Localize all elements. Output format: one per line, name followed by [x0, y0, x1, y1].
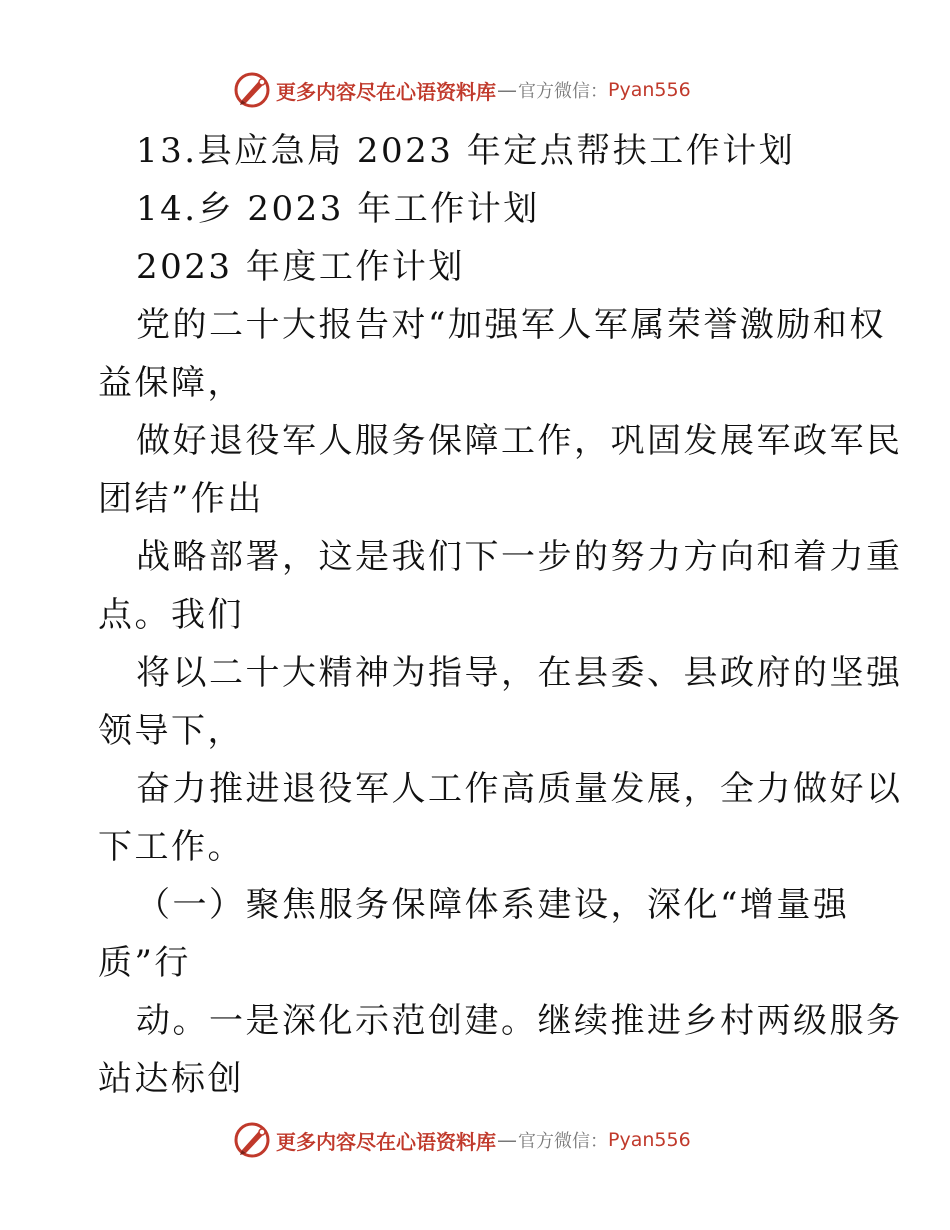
text-line: 13.县应急局 2023 年定点帮扶工作计划: [136, 131, 796, 171]
watermark-lead-text: 更多内容尽在心语资料库: [276, 79, 496, 104]
watermark-wechat-id: Pyan556: [608, 1129, 691, 1151]
text-line: 奋力推进退役军人工作高质量发展，全力做好以: [136, 769, 903, 809]
text-line: 党的二十大报告对“加强军人军属荣誉激励和权: [136, 305, 886, 345]
text-line: 下工作。: [98, 827, 244, 867]
text-line: 将以二十大精神为指导，在县委、县政府的坚强: [136, 653, 903, 693]
text-line: （一）聚焦服务保障体系建设，深化“增量强: [136, 885, 850, 925]
watermark-label: 官方微信：: [518, 1131, 608, 1152]
text-line: 点。我们: [98, 595, 244, 635]
text-line: 2023 年度工作计划: [136, 247, 465, 287]
text-line: 站达标创: [98, 1059, 244, 1099]
text-line: 战略部署，这是我们下一步的努力方向和着力重: [136, 537, 903, 577]
document-body: [98, 122, 903, 1108]
text-line: 做好退役军人服务保障工作，巩固发展军政军民: [136, 421, 903, 461]
pen-logo-icon: [232, 70, 272, 110]
pen-logo-icon: [232, 1120, 272, 1160]
watermark-dash: —: [497, 78, 517, 102]
text-line: 团结”作出: [98, 479, 264, 519]
watermark-wechat-id: Pyan556: [608, 79, 691, 101]
watermark-footer: [232, 1120, 691, 1160]
text-line: 领导下，: [98, 711, 244, 751]
watermark-dash: —: [497, 1128, 517, 1152]
text-line: 14.乡 2023 年工作计划: [136, 189, 540, 229]
text-line: 益保障，: [98, 363, 244, 403]
watermark-lead-text: 更多内容尽在心语资料库: [276, 1129, 496, 1154]
watermark-label: 官方微信：: [518, 81, 608, 102]
text-line: 质”行: [98, 943, 191, 983]
text-line: 动。一是深化示范创建。继续推进乡村两级服务: [136, 1001, 903, 1041]
watermark-header: [232, 70, 691, 110]
